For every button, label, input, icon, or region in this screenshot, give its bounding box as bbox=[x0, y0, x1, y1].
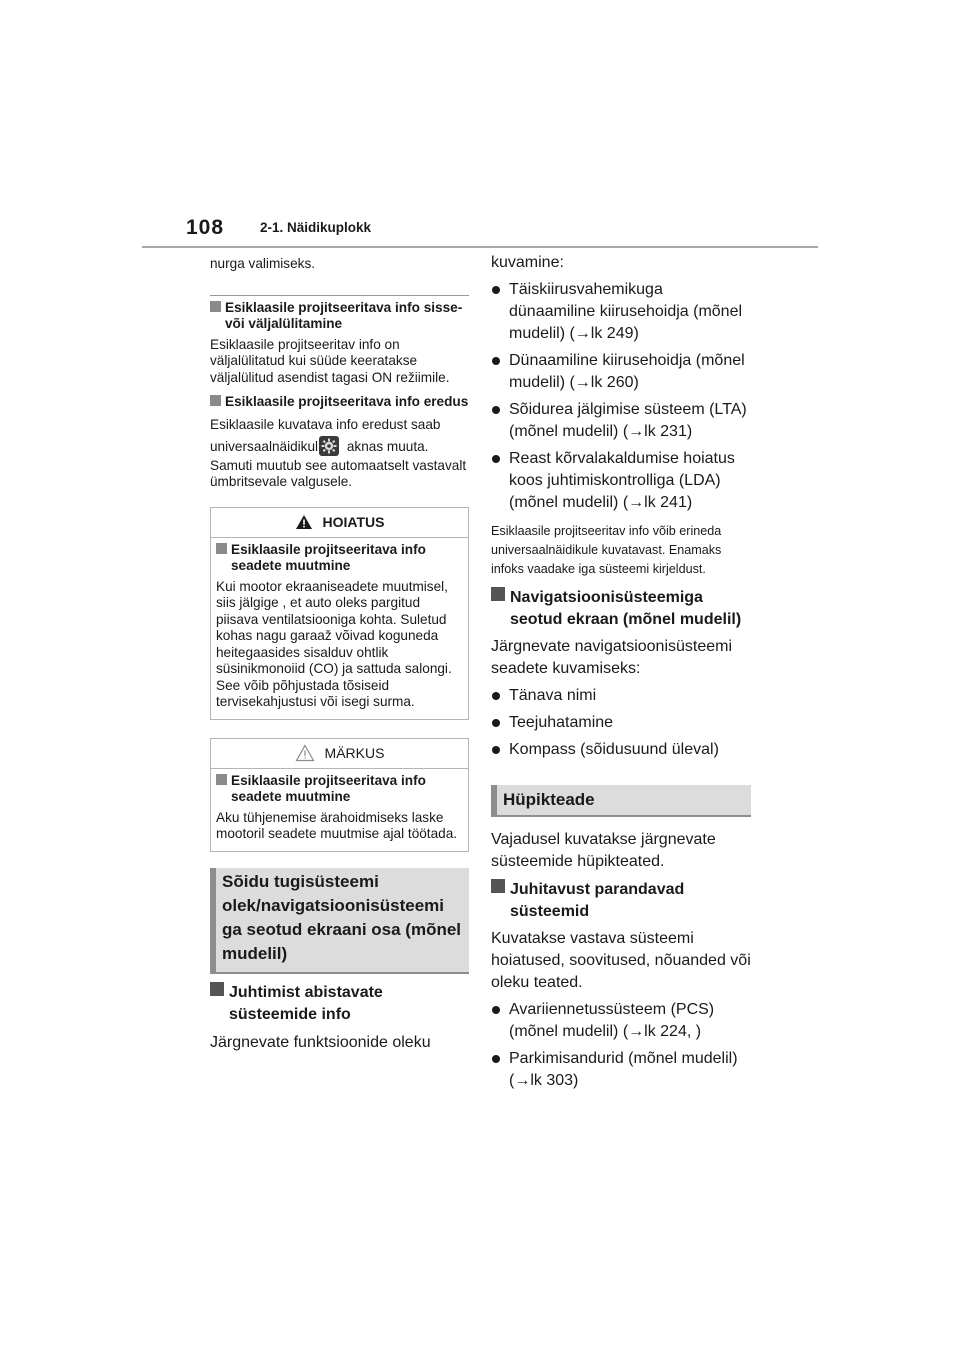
section-hud-toggle bbox=[210, 300, 469, 387]
page-number: 108 bbox=[186, 216, 225, 239]
section-handling bbox=[491, 879, 751, 1092]
popup-body: Vajadusel kuvatakse järgnevate süsteemide hüpikteated. bbox=[491, 831, 716, 870]
notice-box bbox=[210, 738, 469, 852]
bullet-icon bbox=[492, 746, 500, 754]
section-heading: Juhitavust parandavad süsteemid bbox=[491, 879, 751, 923]
section-title-popup: Hüpikteade bbox=[491, 785, 751, 817]
section-driving-assist bbox=[210, 982, 469, 1054]
square-bullet-icon bbox=[491, 587, 505, 601]
section-body: Järgnevate funktsioonide oleku bbox=[210, 1033, 431, 1051]
section-body: Samuti muutub see automaatselt vastavalt ümbritsevale valgusele. bbox=[210, 457, 467, 489]
warning-heading: Esiklaasile projitseeritava info seadete muutmine bbox=[216, 542, 462, 575]
square-bullet-icon bbox=[210, 301, 221, 312]
list-item: Täiskiirusvahemikuga dünaamiline kiirusehoidja (mõnel mudelil) (→lk 249) bbox=[491, 279, 751, 345]
list-item: Reast kõrvalakaldumise hoiatus koos juhtimiskontrolliga (LDA) (mõnel mudelil) (→lk 241) bbox=[491, 448, 751, 514]
list-item: Parkimisandurid (mõnel mudelil) (→lk 303) bbox=[491, 1048, 751, 1092]
section-body: Järgnevate navigatsioonisüsteemi seadete kuvamiseks: bbox=[491, 638, 733, 677]
warning-body bbox=[211, 538, 468, 719]
left-column bbox=[210, 252, 469, 1054]
section-body-inline: Esiklaasile kuvatava info eredust saab universaalnäidikul aknas muuta. bbox=[210, 416, 441, 454]
page-header bbox=[142, 212, 818, 248]
bullet-icon bbox=[492, 286, 500, 294]
notice-body bbox=[211, 769, 468, 851]
warning-title: HOIATUS bbox=[211, 508, 468, 538]
square-bullet-icon bbox=[216, 774, 227, 785]
intro-text: kuvamine: bbox=[491, 254, 564, 271]
notice-triangle-icon bbox=[295, 744, 315, 762]
section-navigation bbox=[491, 587, 751, 761]
section-body: Esiklaasile projitseeritav info on väljalülitatud kui süüde keeratakse väljalülitud asendist tagasi ON režiimile. bbox=[210, 336, 450, 385]
bullet-icon bbox=[492, 719, 500, 727]
intro-text: nurga valimiseks. bbox=[210, 256, 316, 271]
bullet-icon bbox=[492, 357, 500, 365]
square-bullet-icon bbox=[210, 982, 224, 996]
section-heading: Juhtimist abistavate süsteemide info bbox=[210, 982, 469, 1026]
bullet-icon bbox=[492, 1006, 500, 1014]
list-item: Teejuhatamine bbox=[491, 712, 751, 734]
section-body: Kuvatakse vastava süsteemi hoiatused, soovitused, nõuanded või oleku teated. bbox=[491, 930, 751, 991]
bullet-icon bbox=[492, 455, 500, 463]
list-item: Tänava nimi bbox=[491, 685, 751, 707]
note-text: Esiklaasile projitseeritav info võib erineda universaalnäidikule kuvatavast. Enamaks infoks vaadake iga süsteemi kirjeldust. bbox=[491, 524, 722, 576]
assist-bullet-list bbox=[491, 279, 751, 514]
list-item: Sõidurea jälgimise süsteem (LTA) (mõnel mudelil) (→lk 231) bbox=[491, 399, 751, 443]
section-hud-brightness bbox=[210, 394, 469, 491]
section-title-driving-support: Sõidu tugisüsteemi olek/navigatsioonisüsteemi ga seotud ekraani osa (mõnel mudelil) bbox=[210, 868, 469, 974]
section-heading: Esiklaasile projitseeritava info eredus bbox=[210, 394, 469, 411]
square-bullet-icon bbox=[491, 879, 505, 893]
notice-text: Aku tühjenemise ärahoidmiseks laske mootoril seadete muutmise ajal töötada. bbox=[216, 809, 458, 841]
right-column bbox=[491, 252, 751, 1092]
square-bullet-icon bbox=[210, 395, 221, 406]
section-divider bbox=[210, 295, 469, 296]
bullet-icon bbox=[492, 1055, 500, 1063]
notice-title: MÄRKUS bbox=[211, 739, 468, 769]
chapter-title: 2-1. Näidikuplokk bbox=[260, 220, 372, 235]
section-heading: Navigatsioonisüsteemiga seotud ekraan (mõnel mudelil) bbox=[491, 587, 751, 631]
list-item: Avariiennetussüsteem (PCS) (mõnel mudelil) (→lk 224, ) bbox=[491, 999, 751, 1043]
warning-triangle-icon bbox=[295, 514, 313, 530]
list-item: Dünaamiline kiirusehoidja (mõnel mudelil) (→lk 260) bbox=[491, 350, 751, 394]
notice-heading: Esiklaasile projitseeritava info seadete muutmine bbox=[216, 773, 462, 806]
bullet-icon bbox=[492, 406, 500, 414]
list-item: Kompass (sõidusuund üleval) bbox=[491, 739, 751, 761]
section-heading: Esiklaasile projitseeritava info sisse- või väljalülitamine bbox=[210, 300, 469, 333]
warning-box bbox=[210, 507, 469, 720]
gear-icon bbox=[319, 436, 339, 456]
warning-text: Kui mootor ekraaniseadete muutmisel, siis jälgige , et auto oleks pargitud piisava ventilatsiooniga kohta. Suletud kohas nagu garaaž võivad koguneda heitegaasides sisalduv ohtlik süsinikmonoiid (CO) ja sattuda salongi. See võib põhjustada tõsiseid tervisekahjustusi või isegi surma. bbox=[216, 578, 452, 709]
square-bullet-icon bbox=[216, 543, 227, 554]
bullet-icon bbox=[492, 692, 500, 700]
